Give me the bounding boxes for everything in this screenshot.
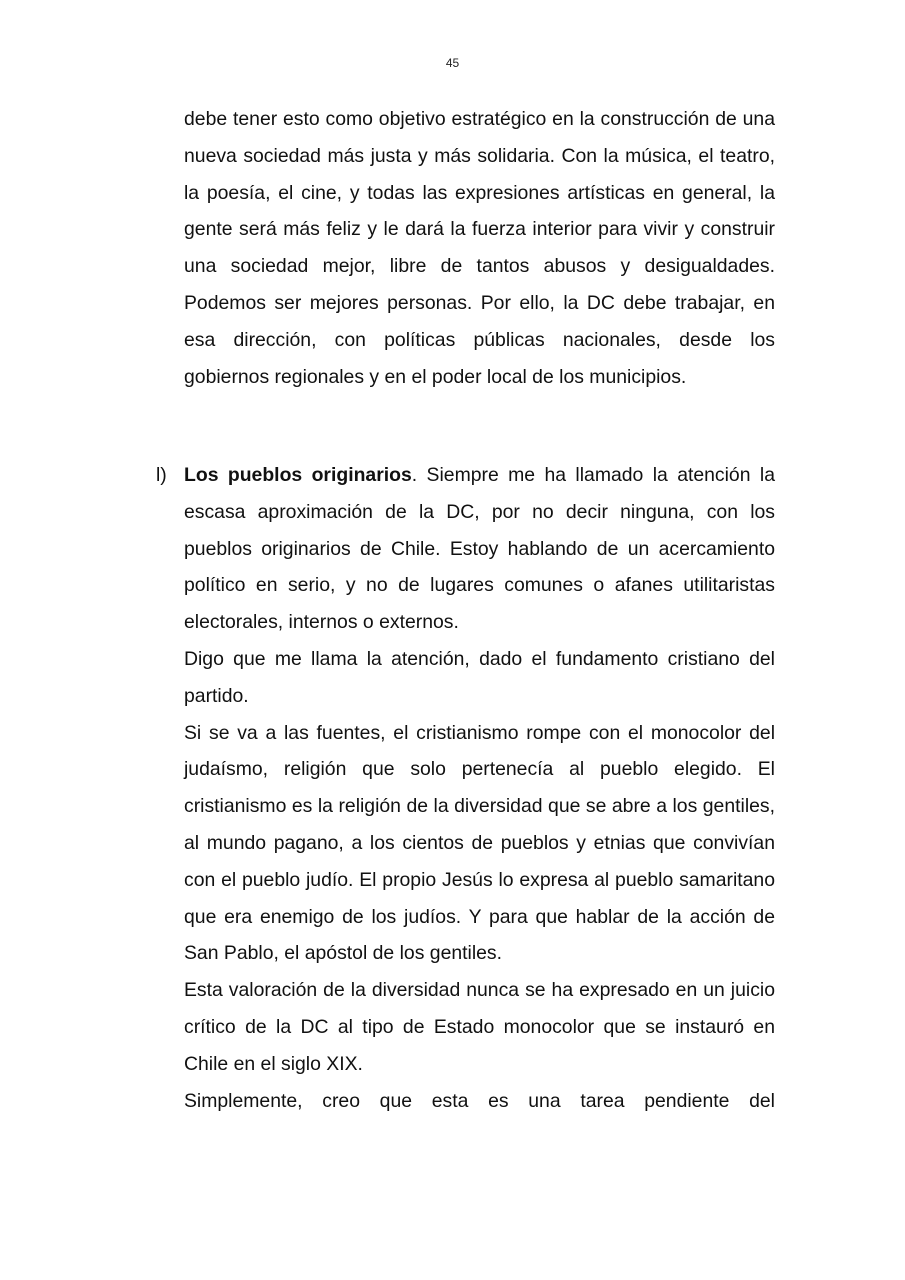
- page-number: 45: [445, 56, 460, 70]
- item-heading: Los pueblos originarios: [184, 464, 412, 486]
- body-paragraph: Digo que me llama la atención, dado el fundamento cristiano del partido.: [184, 647, 775, 707]
- body-paragraph-truncated: Simplemente, creo que esta es una tarea pendiente del: [184, 1089, 775, 1112]
- list-item-body: [184, 457, 775, 1119]
- continuation-paragraph: debe tener esto como objetivo estratégico en la construcción de una nueva sociedad más justa y más solidaria. Con la música, el teatro, la poesía, el cine, y todas las expresiones artísticas en general, la gente será más feliz y le dará la fuerza interior para vivir y construir una sociedad mejor, libre de tantos abusos y desigualdades. Podemos ser mejores personas. Por ello, la DC debe trabajar, en esa dirección, con políticas públicas nacionales, desde los gobiernos regionales y en el poder local de los municipios.: [184, 108, 775, 388]
- item-first-paragraph: [184, 457, 775, 641]
- list-item-marker: l): [156, 464, 167, 486]
- item-heading-rest: . Siempre me ha llamado la atención la escasa aproximación de la DC, por no decir ninguna, con los pueblos originarios de Chile. Estoy hablando de un acercamiento político en serio, y no de lugares comunes o afanes utilitaristas electorales, internos o externos.: [184, 464, 775, 634]
- body-paragraph: Si se va a las fuentes, el cristianismo rompe con el monocolor del judaísmo, religión que solo pertenecía al pueblo elegido. El cristianismo es la religión de la diversidad que se abre a los gentiles, al mundo pagano, a los cientos de pueblos y etnias que convivían con el pueblo judío. El propio Jesús lo expresa al pueblo samaritano que era enemigo de los judíos. Y para que hablar de la acción de San Pablo, el apóstol de los gentiles.: [184, 721, 775, 965]
- body-paragraph: Esta valoración de la diversidad nunca se ha expresado en un juicio crítico de la DC al tipo de Estado monocolor que se instauró en Chile en el siglo XIX.: [184, 979, 775, 1075]
